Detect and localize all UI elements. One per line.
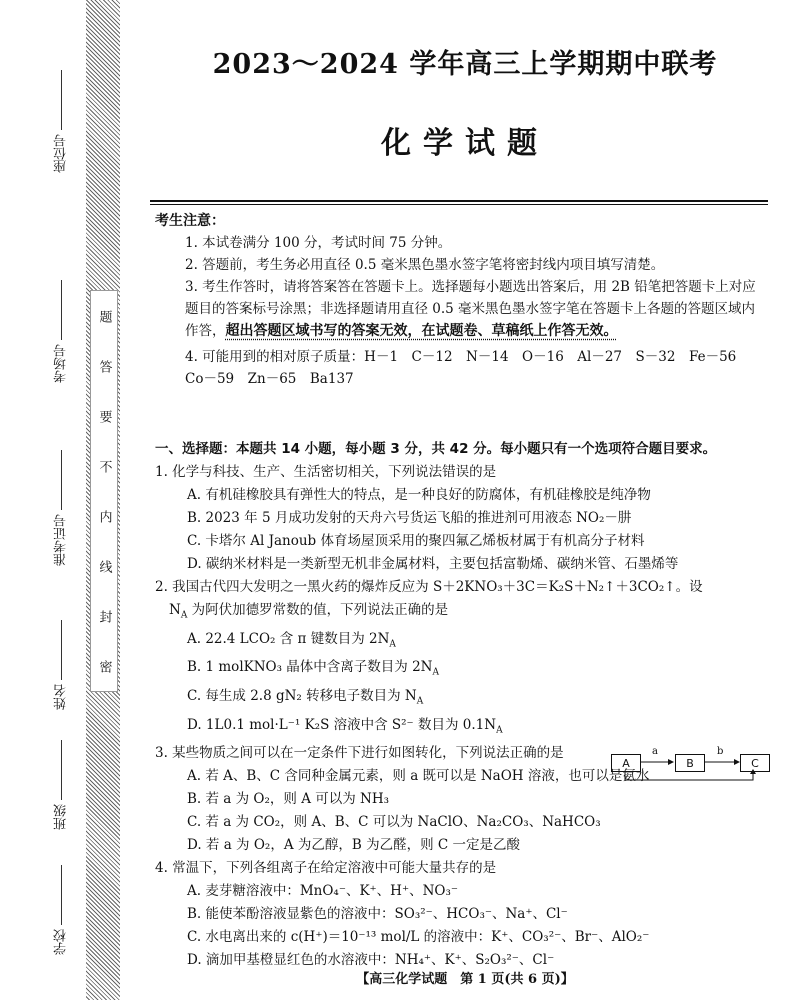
section-choice — [155, 438, 770, 972]
class-field — [52, 740, 71, 830]
option-b: B. 2023 年 5 月成功发射的天舟六号货运飞船的推进剂可用液态 NO₂－肼 — [187, 510, 632, 526]
arrow-head — [668, 759, 674, 765]
question-4 — [155, 857, 770, 972]
notice-item: 1. 本试卷满分 100 分，考试时间 75 分钟。 — [185, 235, 452, 251]
exam-title: 2023～2024 学年高三上学期期中联考 — [212, 49, 718, 80]
option-d: D. 若 a 为 O₂，A 为乙醇，B 为乙醛，则 C 一定是乙酸 — [187, 837, 520, 854]
divider — [150, 200, 768, 202]
label-a: a — [652, 746, 658, 757]
subject-title: 化学试题 — [381, 126, 549, 161]
option-c: C. 水电离出来的 c(H⁺)＝10⁻¹³ mol/L 的溶液中：K⁺、CO₃²⁻、Br⁻、AlO₂⁻ — [187, 929, 650, 946]
conversion-diagram — [610, 746, 770, 786]
seal-char: 要 — [96, 409, 112, 423]
option-c: C. 若 a 为 CO₂，则 A、B、C 可以为 NaClO、Na₂CO₃、NaHCO₃ — [187, 814, 601, 831]
class-line — [61, 740, 62, 800]
arrow-a-to-c — [625, 771, 753, 780]
option-a: A. 若 A、B、C 含同种金属元素，则 a 既可以是 NaOH 溶液，也可以是氨水 — [187, 768, 650, 785]
question-2 — [155, 576, 770, 742]
label-b: b — [717, 746, 724, 757]
school-line — [61, 865, 62, 925]
seal-line-box — [90, 290, 118, 692]
seal-char: 线 — [96, 559, 112, 573]
node-b: B — [675, 754, 705, 772]
binding-margin — [0, 0, 150, 1000]
page-footer: 【高三化学试题 第 1 页(共 6 页)】 — [356, 972, 574, 987]
notice-item — [155, 276, 765, 342]
seal-char: 题 — [96, 309, 112, 323]
option-d: D. 1L0.1 mol·L⁻¹ K₂S 溶液中含 S²⁻ 数目为 $0.1N_A$ — [187, 716, 503, 736]
seal-char: 答 — [96, 359, 112, 373]
question-stem: 2. 我国古代四大发明之一黑火药的爆炸反应为 S＋2KNO₃＋3C＝K₂S＋N₂↑＋3CO₂↑。设 — [155, 579, 703, 595]
exam-room-label: 考场号 — [54, 344, 69, 383]
option-b: B. 若 a 为 O₂，则 A 可以为 NH₃ — [187, 791, 390, 808]
name-line — [61, 620, 62, 680]
name-label: 姓名 — [54, 684, 69, 710]
option-a: A. 有机硅橡胶具有弹性大的特点，是一种良好的防腐体，有机硅橡胶是纯净物 — [187, 487, 651, 503]
notice-item: 4. 可能用到的相对原子质量：H－1 C－12 N－14 O－16 Al－27 S－32 Fe－56 — [185, 349, 737, 365]
seal-char: 密 — [96, 659, 112, 673]
node-c: C — [740, 754, 770, 772]
option-a: A. 麦芽糖溶液中：MnO₄⁻、K⁺、H⁺、NO₃⁻ — [187, 883, 458, 900]
divider — [150, 204, 768, 205]
seat-number-field — [52, 70, 71, 173]
question-stem: 1. 化学与科技、生产、生活密切相关，下列说法错误的是 — [155, 464, 497, 480]
admission-number-field — [52, 450, 71, 566]
school-field — [52, 865, 71, 955]
option-c: C. 卡塔尔 Al Janoub 体育场屋顶采用的聚四氟乙烯板材属于有机高分子材料 — [187, 533, 645, 549]
question-stem-cont: $N_A$ 为阿伏加德罗常数的值，下列说法正确的是 — [169, 602, 449, 621]
seal-char: 内 — [96, 509, 112, 523]
option-b: B. 1 molKNO₃ 晶体中含离子数目为 $2N_A$ — [187, 659, 439, 679]
school-label: 学校 — [54, 929, 69, 955]
admission-number-label: 准考证号 — [54, 514, 69, 566]
exam-room-field — [52, 280, 71, 383]
question-stem: 3. 某些物质之间可以在一定条件下进行如图转化，下列说法正确的是 — [155, 745, 564, 762]
notice-item: Co－59 Zn－65 Ba137 — [185, 371, 354, 387]
question-stem: 4. 常温下，下列各组离子在给定溶液中可能大量共存的是 — [155, 860, 497, 877]
notice-item: 2. 答题前，考生务必用直径 0.5 毫米黑色墨水签字笔将密封线内项目填写清楚。 — [185, 257, 665, 273]
admission-number-line — [61, 450, 62, 510]
option-c: C. 每生成 2.8 gN₂ 转移电子数目为 $N_A$ — [187, 688, 424, 707]
notice-item-text: 3. 考生作答时，请将答案答在答题卡上。选择题每小题选出答案后，用 2B 铅笔把答题卡上对应题目的答案标号涂黑；非选择题请用直径 0.5 毫米黑色墨水签字笔在答题卡上各题的答题区域内作答， — [185, 279, 756, 339]
seat-number-line — [61, 70, 62, 130]
seat-number-label: 座位号 — [54, 134, 69, 173]
notice-emphasis: 超出答题区域书写的答案无效，在试题卷、草稿纸上作答无效。 — [225, 323, 618, 339]
class-label: 班级 — [54, 804, 69, 830]
section-heading: 一、选择题：本题共 14 小题，每小题 3 分，共 42 分。每小题只有一个选项符合题目要求。 — [155, 441, 717, 457]
question-1 — [155, 461, 770, 576]
exam-room-line — [61, 280, 62, 340]
option-b: B. 能使苯酚溶液显紫色的溶液中：SO₃²⁻、HCO₃⁻、Na⁺、Cl⁻ — [187, 906, 568, 923]
name-field — [52, 620, 71, 710]
option-a: A. 22.4 LCO₂ 含 π 键数目为 $2N_A$ — [187, 630, 396, 650]
seal-char: 封 — [96, 609, 112, 623]
seal-char: 不 — [96, 459, 112, 473]
option-d: D. 碳纳米材料是一类新型无机非金属材料，主要包括富勒烯、碳纳米管、石墨烯等 — [187, 556, 679, 572]
notice-heading: 考生注意： — [155, 213, 225, 229]
node-a: A — [611, 754, 641, 772]
candidate-notice — [155, 210, 765, 390]
option-d: D. 滴加甲基橙显红色的水溶液中：NH₄⁺、K⁺、S₂O₃²⁻、Cl⁻ — [187, 952, 555, 969]
